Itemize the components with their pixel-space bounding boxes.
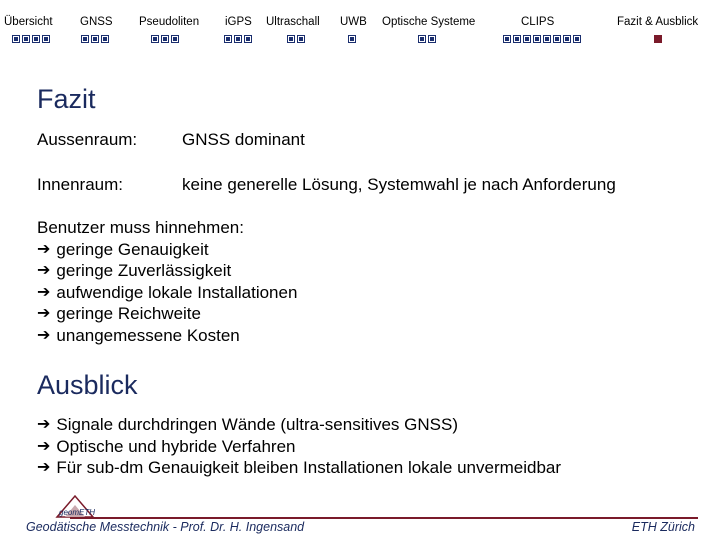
benutzer-list <box>37 217 297 346</box>
gnss-progress-dots <box>81 35 109 44</box>
ultraschall-progress-dots <box>287 35 305 44</box>
uebersicht-progress-dots <box>12 35 50 44</box>
slide-dot[interactable] <box>224 35 232 43</box>
aussenraum-value: GNSS dominant <box>182 130 305 149</box>
nav-item-fazit-ausblick[interactable]: Fazit & Ausblick <box>617 16 699 28</box>
slide-dot[interactable] <box>543 35 551 43</box>
slide-dot[interactable] <box>513 35 521 43</box>
slide-dot[interactable] <box>563 35 571 43</box>
arrow-right-icon: ➔ <box>37 262 51 279</box>
slide-dot[interactable] <box>287 35 295 43</box>
optische-systeme-progress-dots <box>418 35 436 44</box>
top-navigation <box>0 0 720 50</box>
innenraum-value: keine generelle Lösung, Systemwahl je nach Anforderung <box>182 175 616 194</box>
nav-item-gnss[interactable]: GNSS <box>80 16 113 28</box>
slide-dot[interactable] <box>12 35 20 43</box>
ausblick-list <box>37 414 561 479</box>
footer-institution: ETH Zürich <box>631 520 695 534</box>
list-item: ➔ Für sub-dm Genauigkeit bleiben Installationen lokale unvermeidbar <box>37 458 562 477</box>
uwb-progress-dots <box>348 35 356 44</box>
nav-item-clips[interactable]: CLIPS <box>521 16 555 28</box>
arrow-right-icon: ➔ <box>37 437 51 455</box>
nav-item-uebersicht[interactable]: Übersicht <box>4 16 53 28</box>
logo-text: geomETH <box>59 508 96 517</box>
slide-dot[interactable] <box>91 35 99 43</box>
clips-progress-dots <box>503 35 581 44</box>
slide-dot[interactable] <box>81 35 89 43</box>
slide-dot[interactable] <box>523 35 531 43</box>
aussenraum-label: Aussenraum: <box>37 130 138 149</box>
nav-item-optische-systeme[interactable]: Optische Systeme <box>382 16 476 28</box>
slide-dot[interactable] <box>244 35 252 43</box>
slide-dot[interactable] <box>42 35 50 43</box>
nav-item-igps[interactable]: iGPS <box>225 16 252 28</box>
list-item: ➔ geringe Reichweite <box>37 304 201 323</box>
slide-dot[interactable] <box>428 35 436 43</box>
nav-item-pseudoliten[interactable]: Pseudoliten <box>139 16 200 28</box>
nav-item-ultraschall[interactable]: Ultraschall <box>266 16 320 28</box>
arrow-right-icon: ➔ <box>37 240 51 258</box>
innenraum-label: Innenraum: <box>37 175 123 194</box>
slide-dot[interactable] <box>573 35 581 43</box>
benutzer-intro: Benutzer muss hinnehmen: <box>37 218 244 237</box>
arrow-right-icon: ➔ <box>37 459 51 476</box>
ausblick-title: Ausblick <box>37 370 138 400</box>
slide-dot[interactable] <box>533 35 541 43</box>
geometh-logo <box>55 493 100 519</box>
fazit-progress-dots <box>654 35 662 44</box>
list-item: ➔ Signale durchdringen Wände (ultra-sensitives GNSS) <box>37 415 458 434</box>
arrow-right-icon: ➔ <box>37 283 51 301</box>
arrow-right-icon: ➔ <box>37 416 51 433</box>
current-slide-dot[interactable] <box>654 35 662 43</box>
slide-dot[interactable] <box>32 35 40 43</box>
slide-dot[interactable] <box>234 35 242 43</box>
list-item: ➔ geringe Genauigkeit <box>37 239 209 259</box>
list-item: ➔ Optische und hybride Verfahren <box>37 436 296 456</box>
slide-dot[interactable] <box>503 35 511 43</box>
slide-dot[interactable] <box>348 35 356 43</box>
slide-dot[interactable] <box>553 35 561 43</box>
slide-dot[interactable] <box>151 35 159 43</box>
fazit-title: Fazit <box>37 84 96 114</box>
footer-divider <box>70 517 698 519</box>
arrow-right-icon: ➔ <box>37 305 51 322</box>
list-item: ➔ aufwendige lokale Installationen <box>37 282 298 302</box>
igps-progress-dots <box>224 35 252 44</box>
list-item: ➔ unangemessene Kosten <box>37 325 240 345</box>
slide-dot[interactable] <box>171 35 179 43</box>
slide-dot[interactable] <box>161 35 169 43</box>
pseudoliten-progress-dots <box>151 35 179 44</box>
footer-course: Geodätische Messtechnik - Prof. Dr. H. Ingensand <box>26 520 305 534</box>
arrow-right-icon: ➔ <box>37 326 51 344</box>
slide-dot[interactable] <box>418 35 426 43</box>
list-item: ➔ geringe Zuverlässigkeit <box>37 261 232 280</box>
slide-dot[interactable] <box>22 35 30 43</box>
slide-dot[interactable] <box>101 35 109 43</box>
nav-item-uwb[interactable]: UWB <box>340 16 367 28</box>
slide-dot[interactable] <box>297 35 305 43</box>
